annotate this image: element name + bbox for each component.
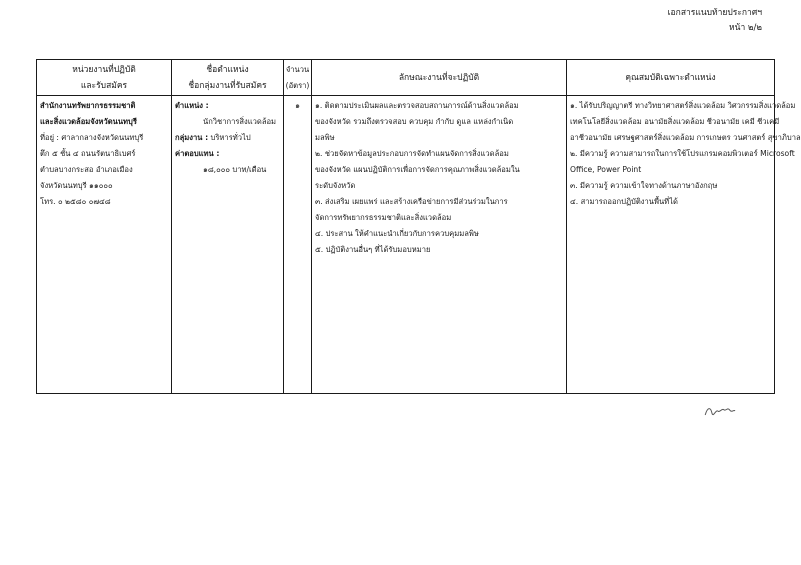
header-qualifications: คุณสมบัติเฉพาะตำแหน่ง xyxy=(567,60,775,96)
pay-value: ๑๘,๐๐๐ บาท/เดือน xyxy=(203,165,267,174)
qualifications-cell xyxy=(567,96,801,394)
document-attachment-label: เอกสารแนบท้ายประกาศฯ xyxy=(667,8,762,18)
header-unit-line2: และรับสมัคร xyxy=(80,80,128,91)
position-cell xyxy=(172,96,284,394)
qualification-line: ๒. มีความรู้ ความสามารถในการใช้โปรแกรมคอมพิวเตอร์ Microsoft xyxy=(570,149,795,158)
unit-address-line2: ตึก ๕ ชั้น ๔ ถนนรัตนาธิเบศร์ xyxy=(40,149,136,158)
count-cell xyxy=(284,96,312,394)
duty-line: ๑. ติดตามประเมินผลและตรวจสอบสถานการณ์ด้านสิ่งแวดล้อม xyxy=(315,101,519,110)
unit-address-line1: ที่อยู่ : ศาลากลางจังหวัดนนทบุรี xyxy=(40,133,144,142)
unit-address-line4: จังหวัดนนทบุรี ๑๑๐๐๐ xyxy=(40,181,113,190)
qualification-line: Office, Power Point xyxy=(570,165,642,174)
job-table xyxy=(36,59,801,394)
pay-label: ค่าตอบแทน : xyxy=(175,149,220,158)
header-count-line2: (อัตรา) xyxy=(285,80,310,90)
header-position-line2: ชื่อกลุ่มงานที่รับสมัคร xyxy=(188,80,267,91)
page-number: หน้า ๒/๒ xyxy=(729,23,762,33)
position-value: นักวิชาการสิ่งแวดล้อม xyxy=(203,117,277,126)
unit-phone: โทร. ๐ ๒๕๘๐ ๐๗๔๘ xyxy=(40,197,111,206)
header-position xyxy=(172,60,284,96)
duty-line: ของจังหวัด แผนปฏิบัติการเพื่อการจัดการคุณภาพสิ่งแวดล้อมใน xyxy=(315,165,520,174)
duty-line: ระดับจังหวัด xyxy=(315,181,356,190)
unit-name-line2: และสิ่งแวดล้อมจังหวัดนนทบุรี xyxy=(40,117,137,126)
qualification-line: อาชีวอนามัย เศรษฐศาสตร์สิ่งแวดล้อม การเกษตร วนศาสตร์ สุขาภิบาล xyxy=(570,133,801,142)
duty-line: ๒. ช่วยจัดหาข้อมูลประกอบการจัดทำแผนจัดการสิ่งแวดล้อม xyxy=(315,149,509,158)
header-unit-line1: หน่วยงานที่ปฏิบัติ xyxy=(72,64,136,75)
group-value: บริหารทั่วไป xyxy=(210,133,251,142)
qualification-line: ๓. มีความรู้ ความเข้าใจทางด้านภาษาอังกฤษ xyxy=(570,181,718,190)
duty-line: มลพิษ xyxy=(315,133,335,142)
qualification-line: ๑. ได้รับปริญญาตรี ทางวิทยาศาสตร์สิ่งแวดล้อม วิศวกรรมสิ่งแวดล้อม xyxy=(570,101,796,110)
unit-cell xyxy=(37,96,172,394)
header-duties: ลักษณะงานที่จะปฏิบัติ xyxy=(312,60,567,96)
duty-line: ๓. ส่งเสริม เผยแพร่ และสร้างเครือข่ายการมีส่วนร่วมในการ xyxy=(315,197,508,206)
duty-line: ของจังหวัด รวมถึงตรวจสอบ ควบคุม กำกับ ดูแล แหล่งกำเนิด xyxy=(315,117,514,126)
position-label: ตำแหน่ง : xyxy=(175,101,209,110)
qualification-line: เทคโนโลยีสิ่งแวดล้อม อนามัยสิ่งแวดล้อม ชีวอนามัย เคมี ชีวเคมี xyxy=(570,117,780,126)
duty-line: ๔. ประสาน ให้คำแนะนำเกี่ยวกับการควบคุมมลพิษ xyxy=(315,229,479,238)
duty-line: จัดการทรัพยากรธรรมชาติและสิ่งแวดล้อม xyxy=(315,213,452,222)
unit-address-line3: ตำบลบางกระสอ อำเภอเมือง xyxy=(40,165,133,174)
signature-mark xyxy=(702,403,737,419)
qualification-line: ๔. สามารถออกปฏิบัติงานพื้นที่ได้ xyxy=(570,197,678,206)
handwritten-signature xyxy=(702,403,737,421)
header-count-line1: จำนวน xyxy=(285,64,310,74)
header-count xyxy=(284,60,312,96)
duty-line: ๕. ปฏิบัติงานอื่นๆ ที่ได้รับมอบหมาย xyxy=(315,245,431,254)
header-position-line1: ชื่อตำแหน่ง xyxy=(206,64,249,75)
duties-cell xyxy=(312,96,567,394)
group-label: กลุ่มงาน : xyxy=(175,133,209,142)
position-count: ๑ xyxy=(295,101,300,110)
table-header-row xyxy=(37,60,775,96)
unit-name-line1: สำนักงานทรัพยากรธรรมชาติ xyxy=(40,101,136,110)
header-unit xyxy=(37,60,172,96)
table-row xyxy=(37,96,775,394)
